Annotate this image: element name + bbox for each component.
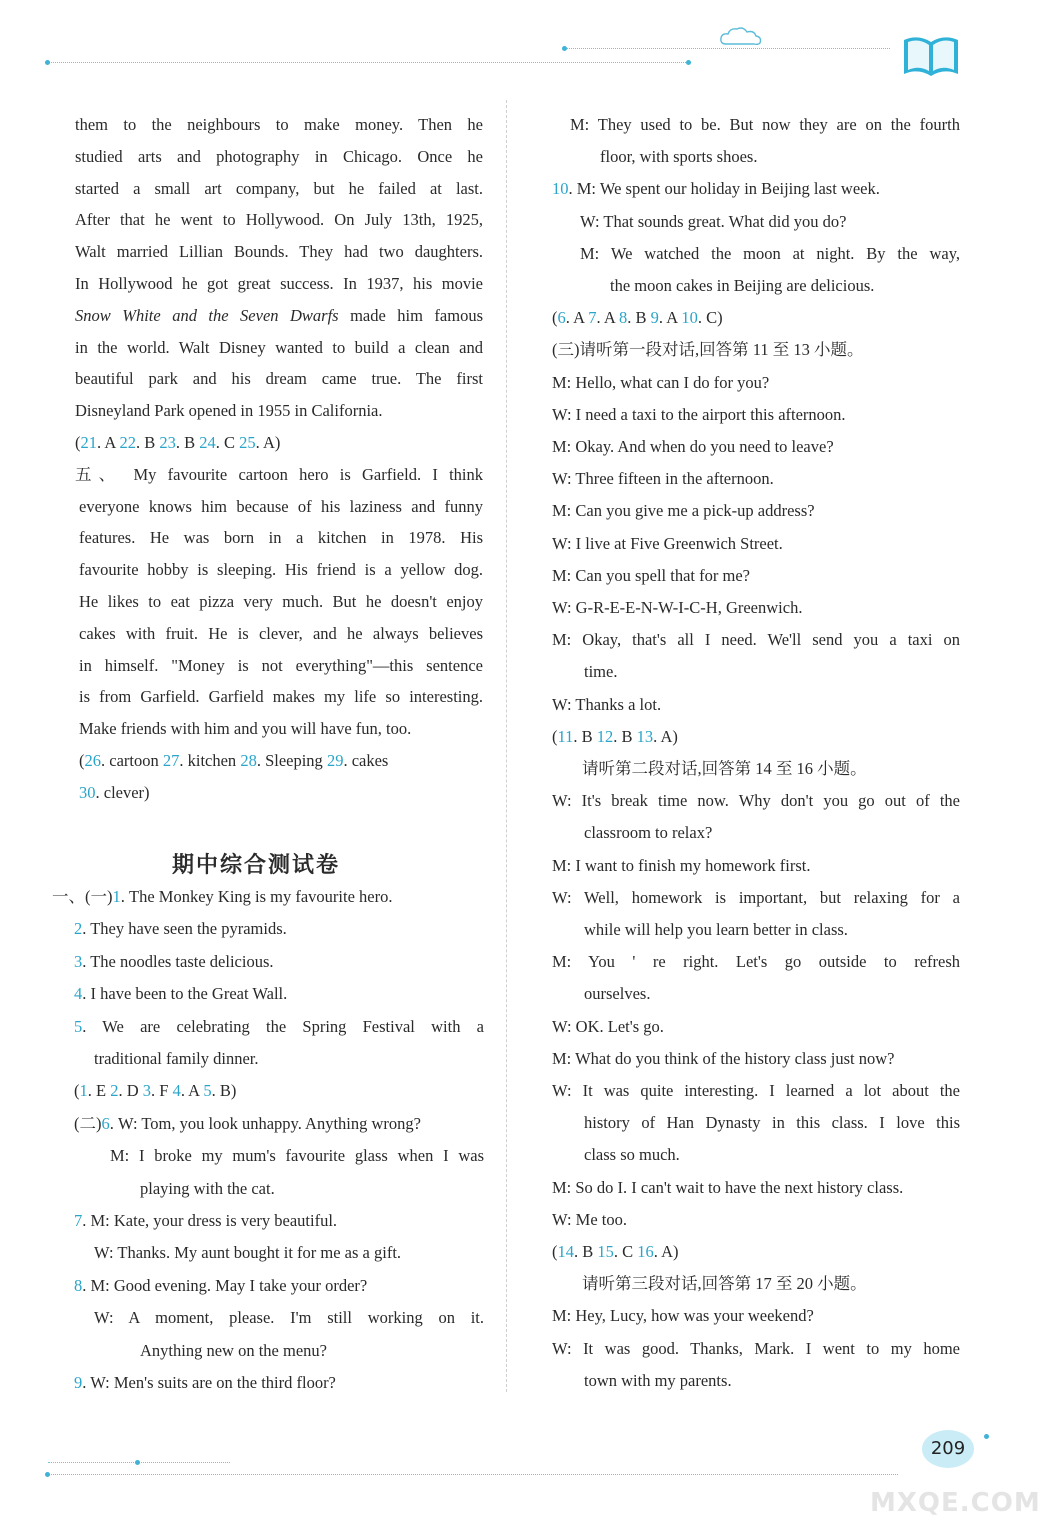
text-line: (6. A 7. A 8. B 9. A 10. C) — [552, 308, 723, 328]
text-line: floor, with sports shoes. — [600, 147, 758, 167]
text-line: 30. clever) — [79, 782, 150, 802]
text-line: M: What do you think of the history class just now? — [552, 1048, 895, 1068]
text-line: 一、(一)1. The Monkey King is my favourite hero. — [52, 887, 393, 906]
open-book-icon — [900, 30, 962, 78]
footer-dot — [984, 1434, 989, 1439]
text-line: Snow White and the Seven Dwarfs made him famous — [75, 305, 483, 325]
text-line: W: That sounds great. What did you do? — [580, 211, 847, 231]
text-line: Make friends with him and you will have fun, too. — [79, 719, 412, 739]
text-line: (1. E 2. D 3. F 4. A 5. B) — [74, 1081, 237, 1101]
text-line: W: Me too. — [552, 1209, 627, 1229]
text-line: M: Can you spell that for me? — [552, 565, 750, 585]
text-line: 4. I have been to the Great Wall. — [74, 984, 288, 1004]
text-line: everyone knows him because of his laziness and funny — [79, 496, 483, 516]
text-line: town with my parents. — [584, 1370, 732, 1390]
text-line: Walt married Lillian Bounds. They had two daughters. — [75, 242, 483, 262]
text-line: 8. M: Good evening. May I take your order? — [74, 1275, 368, 1295]
text-line: playing with the cat. — [140, 1178, 275, 1198]
text-line: (26. cartoon 27. kitchen 28. Sleeping 29. cakes — [79, 751, 389, 770]
text-line: (11. B 12. B 13. A) — [552, 726, 678, 746]
text-line: W: It was quite interesting. I learned a lot about the — [552, 1081, 960, 1100]
text-line: classroom to relax? — [584, 823, 713, 843]
text-line: W: G-R-E-E-N-W-I-C-H, Greenwich. — [552, 598, 803, 617]
text-line: W: OK. Let's go. — [552, 1016, 664, 1036]
text-line: (14. B 15. C 16. A) — [552, 1242, 679, 1261]
text-line: After that he went to Hollywood. On July 13th, 1925, — [75, 210, 483, 230]
text-line: history of Han Dynasty in this class. I love this — [584, 1113, 960, 1133]
text-line: studied arts and photography in Chicago. Once he — [75, 146, 483, 166]
text-line: M: They used to be. But now they are on the fourth — [570, 115, 960, 134]
text-line: W: It was good. Thanks, Mark. I went to my home — [552, 1338, 960, 1358]
text-line: W: I need a taxi to the airport this afternoon. — [552, 404, 846, 424]
text-line: W: Well, homework is important, but relaxing for a — [552, 887, 960, 907]
text-line: 7. M: Kate, your dress is very beautiful. — [74, 1211, 338, 1230]
text-line: in himself. "Money is not everything"—this sentence — [79, 655, 483, 675]
text-line: 10. M: We spent our holiday in Beijing last week. — [552, 179, 880, 199]
text-line: 五、 My favourite cartoon hero is Garfield. I think — [75, 464, 483, 484]
text-line: W: Thanks. My aunt bought it for me as a gift. — [94, 1243, 402, 1263]
text-line: 9. W: Men's suits are on the third floor? — [74, 1373, 336, 1392]
text-line: 5. We are celebrating the Spring Festival with a — [74, 1016, 484, 1036]
footer-dot — [45, 1472, 50, 1477]
header-dot — [45, 60, 50, 65]
footer-dot — [135, 1460, 140, 1465]
text-line: ourselves. — [584, 984, 651, 1004]
text-line: time. — [584, 662, 618, 682]
page-number: 209 — [922, 1430, 974, 1468]
header-rule-right — [565, 48, 890, 49]
text-line: traditional family dinner. — [94, 1049, 259, 1068]
text-line: the moon cakes in Beijing are delicious. — [610, 276, 875, 295]
text-line: 请听第二段对话,回答第 14 至 16 小题。 — [582, 759, 867, 778]
column-divider — [506, 100, 507, 1392]
text-line: cakes with fruit. He is clever, and he always believes — [79, 623, 483, 643]
text-line: (21. A 22. B 23. B 24. C 25. A) — [75, 433, 281, 452]
text-line: M: Hello, what can I do for you? — [552, 372, 770, 392]
text-line: He likes to eat pizza very much. But he doesn't enjoy — [79, 592, 483, 611]
text-line: them to the neighbours to make money. Then he — [75, 115, 483, 134]
text-line: started a small art company, but he failed at last. — [75, 178, 483, 198]
text-line: 2. They have seen the pyramids. — [74, 919, 287, 939]
section-title: 期中综合测试卷 — [172, 853, 341, 878]
text-line: (二)6. W: Tom, you look unhappy. Anything wrong? — [74, 1113, 422, 1133]
text-line: M: Okay. And when do you need to leave? — [552, 437, 834, 456]
text-line: M: Can you give me a pick-up address? — [552, 501, 815, 521]
text-line: In Hollywood he got great success. In 1937, his movie — [75, 274, 483, 293]
text-line: W: I live at Five Greenwich Street. — [552, 533, 783, 553]
header-dot — [686, 60, 691, 65]
text-line: 请听第三段对话,回答第 17 至 20 小题。 — [582, 1274, 867, 1294]
text-line: Disneyland Park opened in 1955 in California. — [75, 401, 383, 421]
text-line: Anything new on the menu? — [140, 1340, 327, 1360]
text-line: while will help you learn better in class. — [584, 920, 848, 939]
text-line: 3. The noodles taste delicious. — [74, 951, 274, 971]
text-line: W: A moment, please. I'm still working on it. — [94, 1308, 484, 1328]
text-line: class so much. — [584, 1145, 680, 1165]
text-line: beautiful park and his dream came true. The first — [75, 369, 483, 389]
text-line: M: I broke my mum's favourite glass when I was — [110, 1146, 484, 1166]
text-line: W: It's break time now. Why don't you go out of the — [552, 791, 960, 811]
header-rule-left — [48, 62, 688, 63]
text-line: is from Garfield. Garfield makes my life so interesting. — [79, 687, 483, 707]
text-line: M: I want to finish my homework first. — [552, 855, 811, 875]
text-line: in the world. Walt Disney wanted to build a clean and — [75, 337, 483, 357]
text-line: W: Three fifteen in the afternoon. — [552, 469, 774, 489]
footer-rule — [48, 1474, 898, 1475]
watermark: MXQE.COM — [870, 1488, 1041, 1518]
text-line: M: We watched the moon at night. By the way, — [580, 243, 960, 263]
text-line: (三)请听第一段对话,回答第 11 至 13 小题。 — [552, 340, 864, 360]
cloud-icon — [718, 26, 764, 48]
text-line: features. He was born in a kitchen in 1978. His — [79, 528, 483, 548]
text-line: M: Hey, Lucy, how was your weekend? — [552, 1306, 814, 1326]
text-line: M: So do I. I can't wait to have the next history class. — [552, 1177, 904, 1197]
text-line: W: Thanks a lot. — [552, 694, 662, 714]
text-line: M: You ' re right. Let's go outside to refresh — [552, 952, 960, 972]
text-line: M: Okay, that's all I need. We'll send you a taxi on — [552, 630, 960, 650]
header-dot — [562, 46, 567, 51]
text-line: favourite hobby is sleeping. His friend is a yellow dog. — [79, 560, 483, 580]
